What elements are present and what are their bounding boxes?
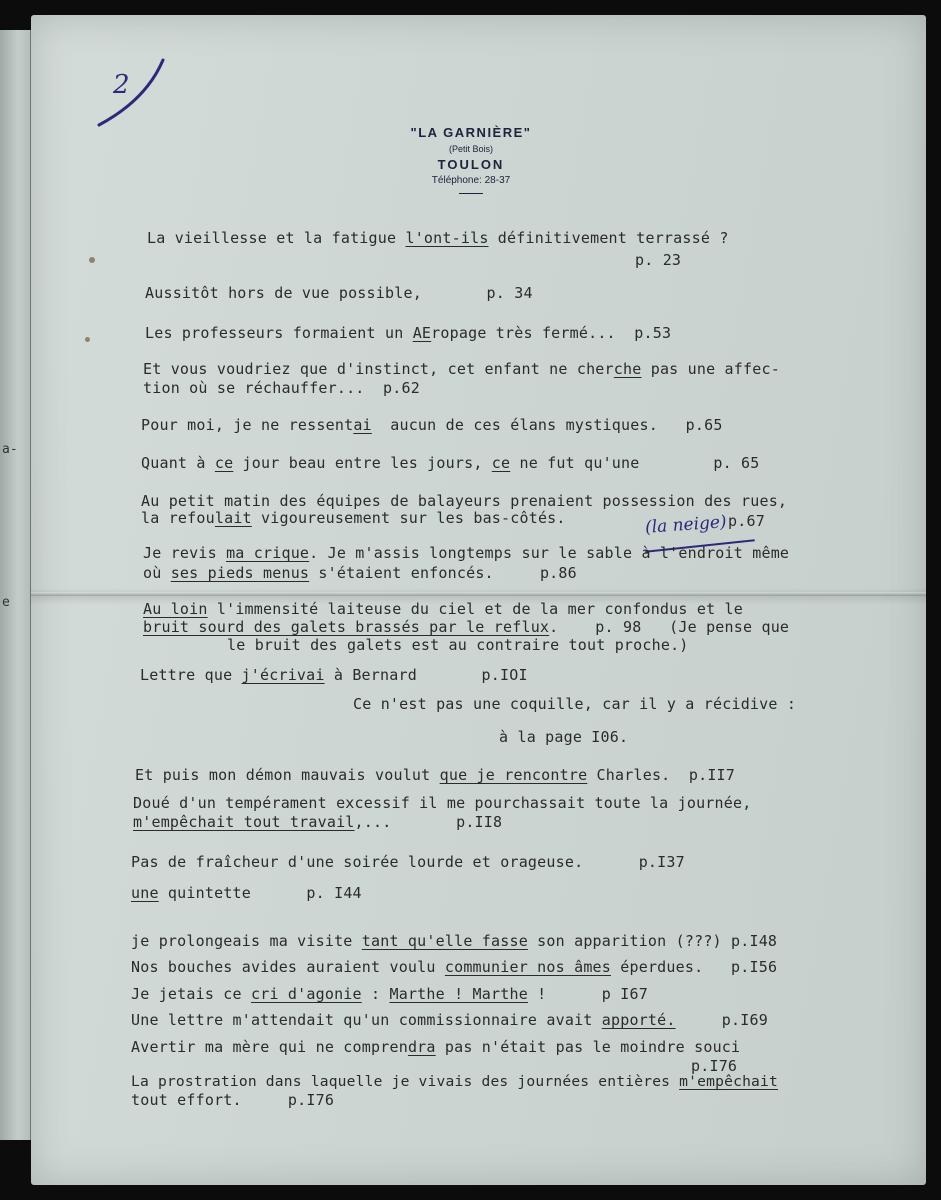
- quote-line: Aussitôt hors de vue possible, p. 34: [145, 284, 533, 302]
- quote-line: m'empêchait tout travail,... p.II8: [133, 813, 503, 831]
- paper-stain: [89, 257, 95, 263]
- adjacent-page-text: a-: [2, 442, 18, 457]
- quote-line: La vieillesse et la fatigue l'ont-ils définitivement terrassé ?: [147, 229, 729, 247]
- quote-line: Nos bouches avides auraient voulu communier nos âmes éperdues. p.I56: [131, 958, 778, 976]
- quote-line: Je jetais ce cri d'agonie : Marthe ! Marthe ! p I67: [131, 985, 648, 1003]
- quote-line: Et vous voudriez que d'instinct, cet enfant ne cherche pas une affec-: [143, 360, 780, 378]
- letterhead: [356, 125, 586, 194]
- typed-letter-page: [31, 15, 926, 1185]
- comment-line: Ce n'est pas une coquille, car il y a récidive :: [353, 695, 797, 713]
- handwritten-page-number: [91, 55, 176, 130]
- quote-line: tout effort. p.I76: [131, 1091, 335, 1109]
- letterhead-city: TOULON: [437, 157, 505, 172]
- letterhead-subtitle: (Petit Bois): [448, 144, 493, 154]
- quote-line: le bruit des galets est au contraire tout proche.): [227, 636, 689, 654]
- quote-line: Pas de fraîcheur d'une soirée lourde et orageuse. p.I37: [131, 853, 685, 871]
- page-ref: p.67: [728, 512, 765, 530]
- quote-line: Doué d'un tempérament excessif il me pourchassait toute la journée,: [133, 794, 752, 812]
- quote-line: Les professeurs formaient un AEropage très fermé... p.53: [145, 324, 672, 342]
- page-number-digit: 2: [113, 70, 130, 100]
- quote-line: Lettre que j'écrivai à Bernard p.IOI: [140, 666, 528, 684]
- quote-line: tion où se réchauffer... p.62: [143, 379, 420, 397]
- quote-line: Pour moi, je ne ressentai aucun de ces élans mystiques. p.65: [141, 416, 723, 434]
- quote-line: Au loin l'immensité laiteuse du ciel et de la mer confondus et le: [143, 600, 744, 618]
- quote-line: Une lettre m'attendait qu'un commissionnaire avait apporté. p.I69: [131, 1011, 768, 1029]
- page-ref: p. 23: [635, 251, 682, 269]
- quote-line: une quintette p. I44: [131, 884, 362, 902]
- handwritten-note: (la neige): [644, 512, 728, 538]
- quote-line: Je revis ma crique. Je m'assis longtemps sur le sable à l'endroit même: [143, 544, 790, 562]
- quote-line: Et puis mon démon mauvais voulut que je rencontre Charles. p.II7: [135, 766, 736, 784]
- paper-stain: [85, 337, 90, 342]
- quote-line: où ses pieds menus s'étaient enfoncés. p.86: [143, 564, 577, 582]
- letterhead-name: "LA GARNIÈRE": [410, 125, 532, 140]
- letterhead-rule: [459, 193, 483, 194]
- page-number-slash: [99, 60, 163, 125]
- comment-line: à la page I06.: [499, 728, 629, 746]
- quote-line: La prostration dans laquelle je vivais des journées entières m'empêchait: [131, 1073, 779, 1090]
- quote-line: je prolongeais ma visite tant qu'elle fasse son apparition (???) p.I48: [131, 932, 778, 950]
- quote-line: Avertir ma mère qui ne comprendra pas n'était pas le moindre souci: [131, 1038, 741, 1056]
- quote-line: bruit sourd des galets brassés par le reflux. p. 98 (Je pense que: [143, 618, 790, 636]
- paper-fold: [31, 592, 926, 596]
- page-ref: p.I76: [691, 1057, 738, 1075]
- letterhead-phone: Téléphone: 28-37: [431, 175, 511, 186]
- quote-line: Au petit matin des équipes de balayeurs prenaient possession des rues,: [141, 492, 788, 510]
- adjacent-page-edge: [0, 30, 31, 1140]
- quote-line: Quant à ce jour beau entre les jours, ce ne fut qu'une p. 65: [141, 454, 760, 472]
- adjacent-page-text: e: [2, 595, 10, 610]
- quote-line: la refoulait vigoureusement sur les bas-côtés.: [141, 509, 566, 527]
